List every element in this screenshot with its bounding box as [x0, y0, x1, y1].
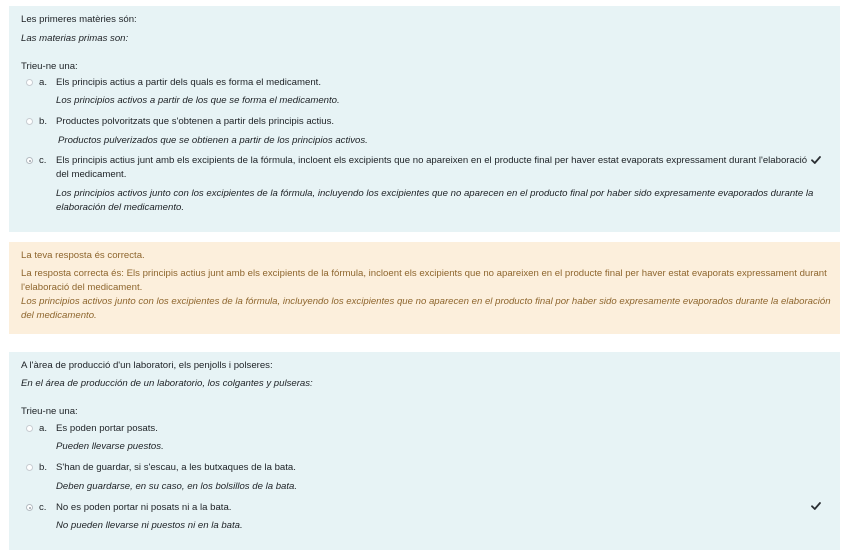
question-1-prompt-ca: Les primeres matèries són:: [21, 14, 137, 25]
option-b-letter: b.: [39, 116, 48, 127]
option-c-text-es-line1: Los principios activos junto con los excipientes de la fórmula, incluyendo los excipientes que no aparecen en el producto final por haber sido expresamente evaporados durante la: [56, 188, 814, 199]
feedback-panel: [9, 242, 840, 334]
option-c-radio[interactable]: [26, 504, 33, 511]
option-c-text-es-line2: elaboración del medicamento.: [56, 202, 184, 213]
option-b-radio[interactable]: [26, 118, 33, 125]
option-b-text-ca: Productes polvoritzats que s'obtenen a partir dels principis actius.: [56, 116, 335, 127]
option-a-radio[interactable]: [26, 79, 33, 86]
question-1-choose-label: Trieu-ne una:: [21, 61, 78, 72]
feedback-correct-answer-es-line1: Los principios activos junto con los excipientes de la fórmula, incluyendo los excipientes que no aparecen en el producto final por haber sido expresamente evaporados durante la elaboración: [21, 296, 831, 307]
option-a-letter: a.: [39, 77, 48, 88]
feedback-correct-answer-line2: l'elaboració del medicament.: [21, 282, 143, 293]
question-2-prompt-es: En el área de producción de un laboratorio, los colgantes y pulseras:: [21, 378, 313, 389]
option-c-radio[interactable]: [26, 157, 33, 164]
option-c-text-ca: No es poden portar ni posats ni a la bata.: [56, 502, 232, 513]
option-a-letter: a.: [39, 423, 48, 434]
correct-check-icon: [811, 501, 821, 511]
option-c-letter: c.: [39, 502, 47, 513]
option-a-radio[interactable]: [26, 425, 33, 432]
option-c-text-ca-line2: del medicament.: [56, 169, 127, 180]
question-2-prompt-ca: A l'àrea de producció d'un laboratori, els penjolls i polseres:: [21, 360, 273, 371]
option-a-text-ca: Els principis actius a partir dels quals es forma el medicament.: [56, 77, 322, 88]
question-1-panel: [9, 6, 840, 232]
option-b-letter: b.: [39, 462, 48, 473]
option-c-text-es: No pueden llevarse ni puestos ni en la bata.: [56, 520, 243, 531]
option-b-text-es: Deben guardarse, en su caso, en los bolsillos de la bata.: [56, 481, 298, 492]
question-1-prompt-es: Las materias primas son:: [21, 33, 129, 44]
option-b-text-es: Productos pulverizados que se obtienen a partir de los principios activos.: [58, 135, 368, 146]
option-a-text-ca: Es poden portar posats.: [56, 423, 158, 434]
feedback-correct-answer-es-line2: del medicamento.: [21, 310, 97, 321]
option-c-text-ca-line1: Els principis actius junt amb els excipients de la fórmula, incloent els excipients que no apareixen en el producte final per haver estat evaporats expressament durant l'elaboració: [56, 155, 808, 166]
question-2-choose-label: Trieu-ne una:: [21, 406, 78, 417]
option-b-text-ca: S'han de guardar, si s'escau, a les butxaques de la bata.: [56, 462, 296, 473]
feedback-correct-answer-line1: La resposta correcta és: Els principis actius junt amb els excipients de la fórmula, incloent els excipients que no apareixen en el producte final per haver estat evaporats expressament durant: [21, 268, 827, 279]
option-a-text-es: Pueden llevarse puestos.: [56, 441, 164, 452]
option-b-radio[interactable]: [26, 464, 33, 471]
question-2-panel: [9, 352, 840, 550]
option-c-letter: c.: [39, 155, 47, 166]
option-a-text-es: Los principios activos a partir de los que se forma el medicamento.: [56, 95, 340, 106]
correct-check-icon: [811, 155, 821, 165]
feedback-status: La teva resposta és correcta.: [21, 250, 145, 261]
